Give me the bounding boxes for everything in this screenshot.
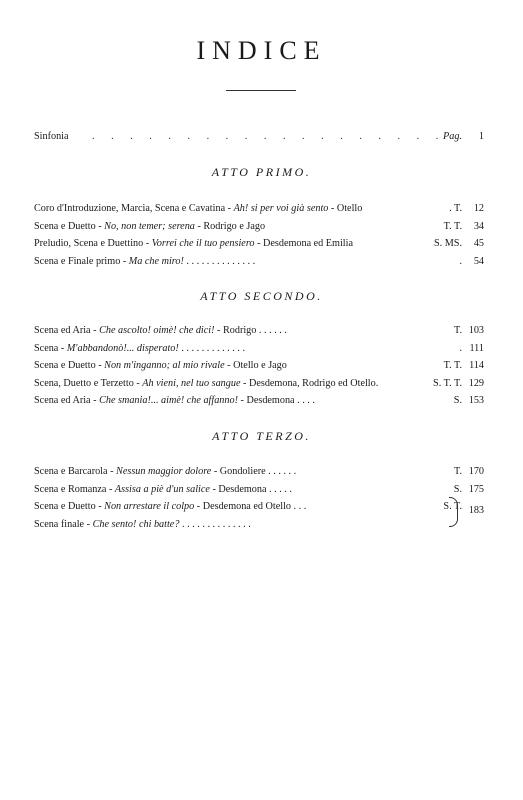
index-entry — [34, 218, 484, 235]
entry-description — [34, 357, 287, 374]
entry-voices: T. T. — [443, 360, 462, 371]
entry-description — [34, 235, 353, 252]
entry-title: Scena, Duetto e Terzetto - — [34, 377, 143, 389]
shared-page-number: 183 — [468, 505, 484, 516]
entry-incipit: Non m'inganno; al mio rivale — [104, 360, 225, 371]
entry-incipit: Assisa a piè d'un salice — [114, 483, 210, 495]
entry-page-number: 111 — [469, 342, 484, 354]
entry-page-number: 34 — [473, 220, 484, 232]
entry-voices: S. MS. — [433, 238, 462, 249]
entry-description — [34, 322, 287, 339]
entry-voices: S. — [453, 483, 462, 495]
entry-description — [34, 375, 378, 392]
entry-voices: . — [459, 342, 462, 354]
shared-page-brace — [449, 497, 458, 527]
entry-incipit: Vorrei che il tuo pensiero — [151, 238, 255, 249]
section-title-atto-primo: ATTO PRIMO. — [211, 165, 312, 179]
entry-characters: - Gondoliere . . . . . . — [211, 466, 297, 477]
entry-characters: - Desdemona, Rodrigo ed Otello. — [240, 377, 379, 389]
index-entry — [34, 463, 484, 480]
sinfonia-entry — [34, 128, 484, 145]
entry-description — [34, 218, 265, 235]
entry-description — [34, 200, 362, 217]
entry-page-number: 54 — [473, 255, 484, 267]
entry-title: Scena ed Aria - — [34, 395, 100, 406]
entry-voices: T. — [453, 325, 462, 336]
entry-title: Scena ed Aria - — [34, 325, 100, 336]
entry-page-number: 103 — [468, 325, 484, 336]
index-entry — [34, 322, 484, 339]
entry-page-number: 153 — [468, 395, 484, 406]
title-rule — [226, 90, 296, 91]
section-title-atto-secondo: ATTO SECONDO. — [200, 289, 323, 303]
entry-title: Scena e Barcarola - — [34, 466, 117, 477]
index-entry — [34, 200, 484, 217]
entry-incipit: Ah vieni, nel tuo sangue — [142, 377, 241, 389]
sinfonia-dots: . . . . . . . . . . . . . . . . . . . — [92, 131, 446, 142]
section-title-atto-terzo: ATTO TERZO. — [212, 429, 311, 443]
entry-voices: S. T. — [443, 501, 462, 512]
entry-characters: . . . . . . . . . . . . . . — [179, 518, 251, 530]
entry-title: Preludio, Scena e Duettino - — [34, 238, 152, 249]
entry-voices: . T. — [449, 203, 462, 214]
entry-characters: . . . . . . . . . . . . . . — [183, 255, 256, 267]
entry-page-number: 45 — [473, 238, 484, 249]
entry-characters: - Desdemona . . . . — [237, 395, 315, 406]
entry-title: Scena finale - — [34, 518, 93, 530]
entry-voices: T. T. — [443, 220, 462, 232]
entry-characters: - Otello e Jago — [224, 360, 287, 371]
entry-voices: T. — [453, 466, 462, 477]
page-title: INDICE — [196, 36, 327, 65]
entry-voices: S. T. T. — [433, 377, 462, 389]
sinfonia-label: Sinfonia — [34, 131, 69, 142]
index-entry — [34, 340, 484, 357]
entry-page-number: 12 — [473, 203, 484, 214]
entry-incipit: Nessun maggior dolore — [116, 466, 212, 477]
entry-title: Scena e Duetto - — [34, 360, 105, 371]
index-entry — [34, 375, 484, 392]
entry-characters: - Rodrigo e Jago — [194, 220, 266, 232]
entry-page-number: 175 — [468, 483, 484, 495]
index-entry — [34, 516, 484, 533]
entry-description — [34, 498, 306, 515]
index-entry — [34, 481, 484, 498]
entry-incipit: Che smania!... aimè! che affanno! — [99, 395, 238, 406]
entry-page-number: 129 — [468, 377, 484, 389]
pag-label: Pag. — [443, 131, 462, 142]
entry-description — [34, 340, 245, 357]
index-entry — [34, 235, 484, 252]
entry-title: Scena e Finale primo - — [34, 255, 129, 267]
entry-incipit: Ma che miro! — [128, 255, 184, 267]
entry-incipit: Non arrestare il colpo — [104, 501, 195, 512]
entry-characters: - Rodrigo . . . . . . — [214, 325, 287, 336]
entry-characters: - Desdemona ed Emilia — [254, 238, 353, 249]
entry-incipit: No, non temer; serena — [104, 220, 195, 232]
entry-voices: . — [459, 255, 462, 267]
entry-characters: . . . . . . . . . . . . . — [178, 342, 245, 354]
entry-characters: - Desdemona ed Otello . . . — [194, 501, 307, 512]
entry-incipit: Ah! si per voi già sento — [233, 203, 329, 214]
index-entry — [34, 498, 484, 515]
entry-incipit: M'abbandonò!... disperato! — [66, 342, 179, 354]
entry-voices: S. — [453, 395, 462, 406]
entry-description — [34, 516, 251, 533]
entry-page-number: 170 — [468, 466, 484, 477]
index-entry — [34, 392, 484, 409]
sinfonia-page: 1 — [478, 131, 484, 142]
entry-description — [34, 463, 296, 480]
entry-characters: - Desdemona . . . . . — [209, 483, 292, 495]
entry-characters: - Otello — [328, 203, 363, 214]
entry-incipit: Che sento! chi batte? — [92, 518, 180, 530]
entry-title: Scena e Romanza - — [34, 483, 115, 495]
entry-title: Scena e Duetto - — [34, 501, 105, 512]
entry-description — [34, 253, 255, 270]
entry-title: Scena - — [34, 342, 67, 354]
entry-title: Scena e Duetto - — [34, 220, 105, 232]
entry-description — [34, 481, 292, 498]
index-entry — [34, 253, 484, 270]
entry-page-number: 114 — [469, 360, 484, 371]
index-entry — [34, 357, 484, 374]
entry-incipit: Che ascolto! oimè! che dici! — [99, 325, 215, 336]
entry-description — [34, 392, 315, 409]
entry-title: Coro d'Introduzione, Marcia, Scena e Cavatina - — [34, 203, 234, 214]
